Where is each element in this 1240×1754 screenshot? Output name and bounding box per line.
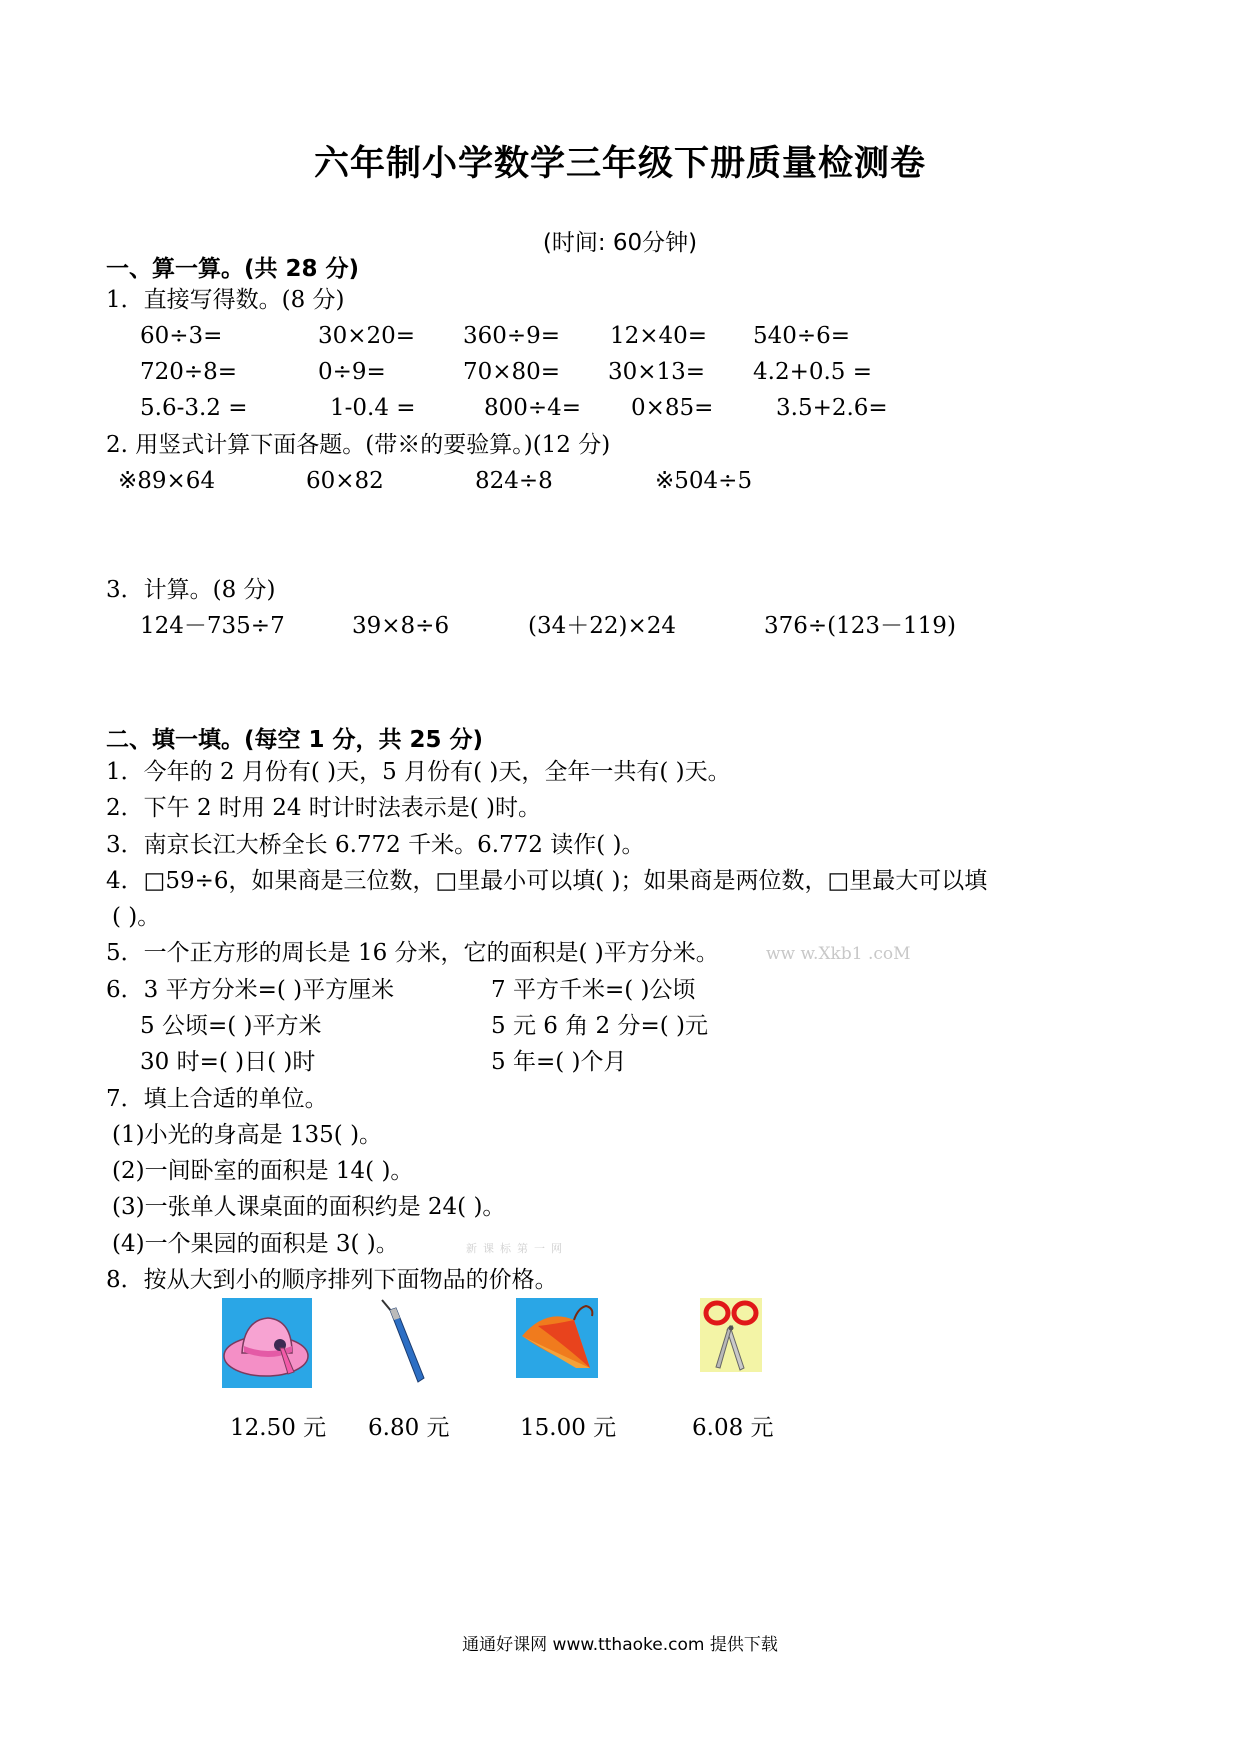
compute-item: 376÷(123－119) <box>764 613 956 639</box>
s2-q5: 5．一个正方形的周长是 16 分米，它的面积是( )平方分米。 <box>106 940 719 966</box>
s2-q3: 3．南京长江大桥全长 6.772 千米。6.772 读作( )。 <box>106 832 645 858</box>
umbrella-icon <box>516 1298 598 1378</box>
compute-item: (34＋22)×24 <box>528 613 677 639</box>
pen-icon <box>372 1296 432 1386</box>
hat-icon <box>222 1298 312 1388</box>
vertical-calc-item: 60×82 <box>306 468 384 494</box>
s2-q7-item: (4)一个果园的面积是 3( )。 <box>112 1231 399 1257</box>
calc-item: 800÷4= <box>484 395 582 421</box>
vertical-calc-item: 824÷8 <box>475 468 553 494</box>
price-label: 6.08 元 <box>692 1415 774 1441</box>
s2-q4: 4．□59÷6，如果商是三位数，□里最小可以填( )；如果商是两位数，□里最大可以填 <box>106 868 988 894</box>
s2-q2: 2．下午 2 时用 24 时计时法表示是( )时。 <box>106 795 542 821</box>
calc-item: 70×80= <box>463 359 561 385</box>
price-label: 12.50 元 <box>230 1415 327 1441</box>
s2-q4-continued: ( )。 <box>112 904 161 930</box>
calc-item: 30×20= <box>318 323 416 349</box>
s2-q6-item: 5 年=( )个月 <box>491 1049 627 1075</box>
page-title: 六年制小学数学三年级下册质量检测卷 <box>313 144 926 184</box>
s2-q8-heading: 8．按从大到小的顺序排列下面物品的价格。 <box>106 1267 558 1293</box>
s2-q6-item: 7 平方千米=( )公顷 <box>491 977 696 1003</box>
calc-item: 0÷9= <box>318 359 386 385</box>
s2-q1: 1．今年的 2 月份有( )天，5 月份有( )天，全年一共有( )天。 <box>106 759 731 785</box>
section1-heading: 一、算一算。(共 28 分) <box>106 256 360 282</box>
calc-item: 3.5+2.6= <box>776 395 888 421</box>
exam-time: (时间: 60分钟) <box>542 230 698 256</box>
s2-q7-item: (1)小光的身高是 135( )。 <box>112 1122 383 1148</box>
footer-text: 通通好课网 www.tthaoke.com 提供下载 <box>462 1635 778 1655</box>
watermark-text: 新课标第一网 <box>466 1242 568 1255</box>
s1-q3-heading: 3．计算。(8 分) <box>106 577 276 603</box>
calc-item: 0×85= <box>631 395 714 421</box>
section2-heading: 二、填一填。(每空 1 分，共 25 分) <box>106 727 484 753</box>
s2-q6-item: 5 元 6 角 2 分=( )元 <box>491 1013 708 1039</box>
watermark-text: ww w.Xkb1 .coM <box>766 944 911 964</box>
s2-q6-item: 6．3 平方分米=( )平方厘米 <box>106 977 395 1003</box>
calc-item: 360÷9= <box>463 323 561 349</box>
s2-q6-item: 30 时=( )日( )时 <box>140 1049 316 1075</box>
calc-item: 30×13= <box>608 359 706 385</box>
s1-q1-heading: 1．直接写得数。(8 分) <box>106 287 345 313</box>
s1-q2-heading: 2. 用竖式计算下面各题。(带※的要验算。)(12 分) <box>106 432 611 458</box>
vertical-calc-item: ※504÷5 <box>655 468 753 494</box>
calc-item: 60÷3= <box>140 323 223 349</box>
scissors-icon <box>700 1298 762 1372</box>
calc-item: 720÷8= <box>140 359 238 385</box>
s2-q6-item: 5 公顷=( )平方米 <box>140 1013 322 1039</box>
s2-q7-item: (3)一张单人课桌面的面积约是 24( )。 <box>112 1194 506 1220</box>
compute-item: 39×8÷6 <box>352 613 450 639</box>
calc-item: 5.6-3.2 = <box>140 395 248 421</box>
vertical-calc-item: ※89×64 <box>118 468 216 494</box>
price-label: 15.00 元 <box>520 1415 617 1441</box>
calc-item: 12×40= <box>610 323 708 349</box>
price-label: 6.80 元 <box>368 1415 450 1441</box>
compute-item: 124－735÷7 <box>140 613 285 639</box>
calc-item: 540÷6= <box>753 323 851 349</box>
s2-q7-item: (2)一间卧室的面积是 14( )。 <box>112 1158 414 1184</box>
calc-item: 1-0.4 = <box>330 395 416 421</box>
calc-item: 4.2+0.5 = <box>753 359 873 385</box>
s2-q7-heading: 7．填上合适的单位。 <box>106 1086 328 1112</box>
